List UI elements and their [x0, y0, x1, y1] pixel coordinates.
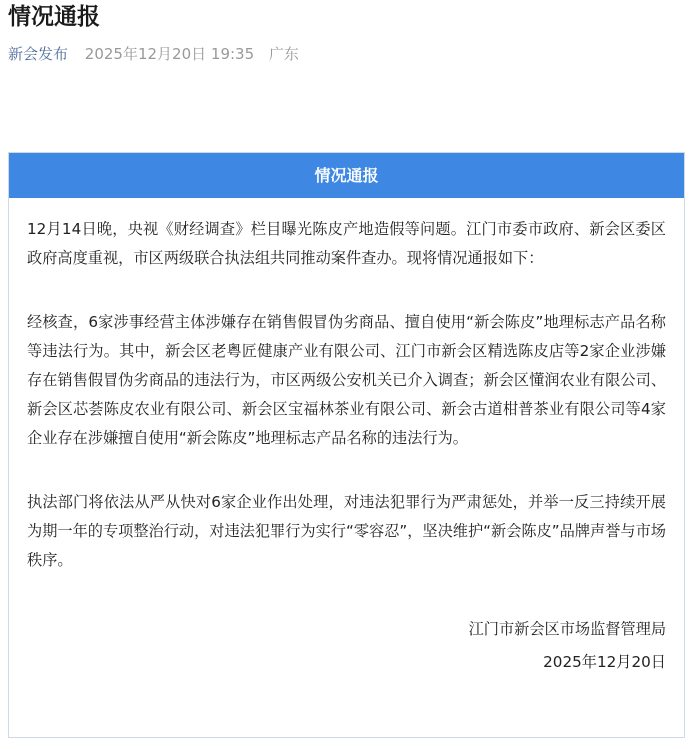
signature-org: 江门市新会区市场监督管理局: [468, 620, 666, 638]
signature-block: [27, 615, 666, 677]
notice-body: [9, 215, 684, 677]
notice-paragraph-3: 执法部门将依法从严从快对6家企业作出处理，对违法犯罪行为严肃惩处，并举一反三持续开展为期一年的专项整治行动，对违法犯罪行为实行“零容忍”，坚决维护“新会陈皮”品牌声誉与市场秩序。: [27, 493, 666, 569]
publish-location: 广东: [268, 45, 299, 63]
notice-box: [8, 152, 685, 738]
article-title: 情况通报: [8, 4, 100, 30]
notice-paragraph-1: 12月14日晚，央视《财经调查》栏目曝光陈皮产地造假等问题。江门市委市政府、新会区委区政府高度重视，市区两级联合执法组共同推动案件查办。现将情况通报如下：: [27, 220, 666, 267]
publish-time: 2025年12月20日 19:35: [84, 45, 255, 63]
article-meta: [8, 44, 299, 64]
notice-paragraph-2: 经核查，6家涉事经营主体涉嫌存在销售假冒伪劣商品、擅自使用“新会陈皮”地理标志产品名称等违法行为。其中，新会区老粤匠健康产业有限公司、江门市新会区精选陈皮店等2家企业涉嫌存在销售假冒伪劣商品的违法行为，市区两级公安机关已介入调查；新会区懂润农业有限公司、新会区芯荟陈皮农业有限公司、新会区宝福林茶业有限公司、新会古道柑普茶业有限公司等4家企业存在涉嫌擅自使用“新会陈皮”地理标志产品名称的违法行为。: [27, 313, 666, 447]
source-link[interactable]: 新会发布: [8, 45, 69, 63]
notice-header: 情况通报: [9, 153, 684, 198]
signature-date: 2025年12月20日: [543, 653, 666, 671]
